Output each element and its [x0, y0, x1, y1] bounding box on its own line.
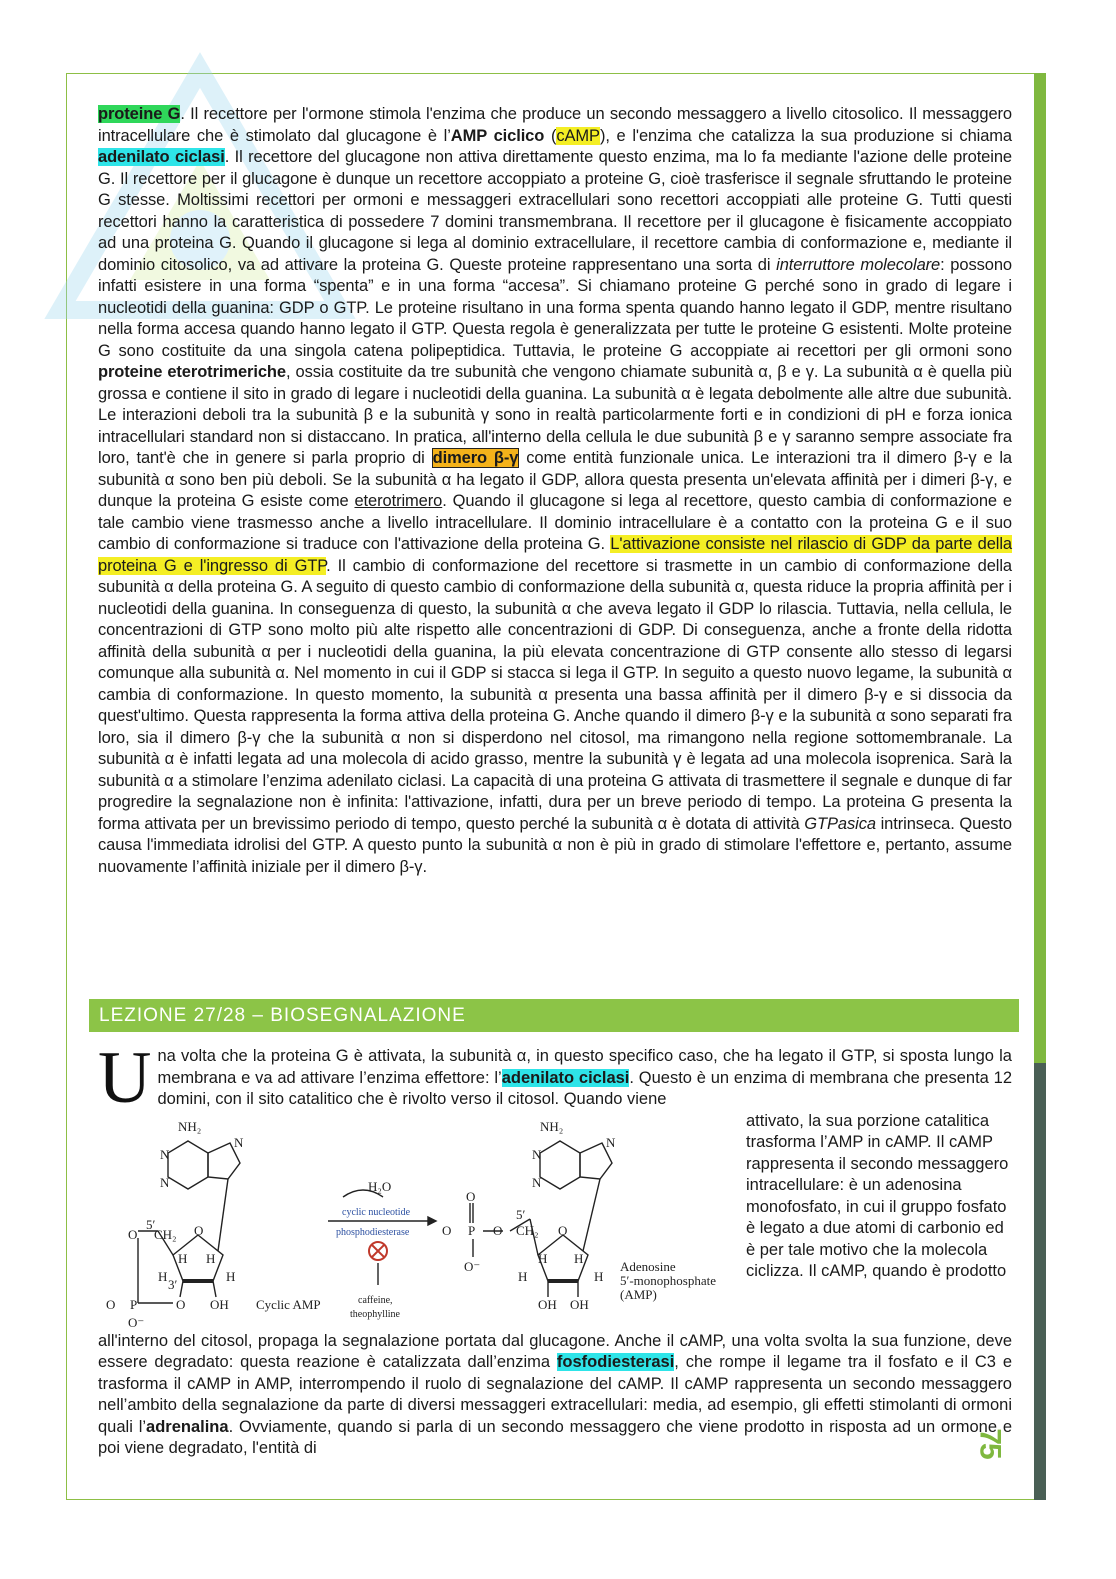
- svg-text:N: N: [160, 1174, 170, 1190]
- svg-text:H: H: [158, 1268, 168, 1284]
- svg-text:N: N: [606, 1134, 616, 1150]
- svg-text:H: H: [574, 1250, 584, 1266]
- svg-text:OH: OH: [210, 1296, 229, 1312]
- highlight-attivazione: L'attivazione consiste nel rilascio di GDP da parte della proteina G e l'ingresso di GTP: [98, 535, 1012, 575]
- term-adenilato-ciclasi-2: adenilato ciclasi: [501, 1068, 630, 1087]
- drop-cap: U: [98, 1037, 152, 1119]
- svg-text:P: P: [468, 1222, 476, 1238]
- svg-text:H: H: [538, 1250, 548, 1266]
- svg-text:O: O: [128, 1226, 138, 1242]
- svg-text:H: H: [594, 1268, 604, 1284]
- svg-text:P: P: [130, 1296, 138, 1312]
- side-bar-dark: [1034, 1063, 1046, 1500]
- svg-text:Adenosine: Adenosine: [620, 1258, 676, 1274]
- term-proteine-g: proteine G: [98, 105, 181, 123]
- svg-text:CH₂: CH₂: [516, 1222, 539, 1238]
- svg-text:5′: 5′: [516, 1206, 526, 1222]
- svg-text:(AMP): (AMP): [620, 1286, 657, 1302]
- side-bar-green: [1034, 73, 1046, 1063]
- svg-text:5′-monophosphate: 5′-monophosphate: [620, 1272, 716, 1288]
- section-header: LEZIONE 27/28 – BIOSEGNALAZIONE: [89, 999, 1019, 1032]
- svg-text:phosphodiesterase: phosphodiesterase: [336, 1226, 410, 1238]
- svg-text:NH₂: NH₂: [178, 1118, 202, 1134]
- svg-text:O: O: [194, 1222, 204, 1238]
- term-dimero: dimero β-γ: [432, 449, 519, 467]
- svg-text:O: O: [466, 1188, 476, 1204]
- svg-text:OH: OH: [538, 1296, 557, 1312]
- svg-text:N: N: [532, 1146, 542, 1162]
- svg-text:H: H: [518, 1268, 528, 1284]
- svg-text:O: O: [442, 1222, 452, 1238]
- svg-text:H: H: [178, 1250, 188, 1266]
- page-number: 75: [973, 1428, 1007, 1458]
- term-adenilato-ciclasi: adenilato ciclasi: [98, 148, 225, 166]
- body-text: proteine G. Il recettore per l'ormone stimola l'enzima che produce un secondo messaggero a livello citosolico. Il messaggero intracellulare che è stimolato dal glucagone è l’AMP ciclico (cAMP), e l'enzima che catalizza la sua produzione si chiama adenilato ciclasi. Il recettore del glucagone non attiva direttamente questo enzima, ma lo fa mediante l'azione delle proteine G. Il recettore per il glucagone è dunque un recettore accoppiato a proteine G, cioè trasferisce il segnale sfruttando le proteine G stesse. Moltissimi recettori per ormoni e messaggeri extracellulari sono recettori accoppiati alle proteine G. Tutti questi recettori hanno la caratteristica di possedere 7 domini transmembrana. Il recettore per il glucagone è fisicamente accoppiato ad una proteina G. Quando il glucagone si lega al dominio extracellulare, il recettore cambia di conformazione e, mediante il dominio citosolico, va ad attivare la proteina G. Queste proteine rappresentano una sorta di interruttore molecolare: possono infatti esistere in una forma “spenta” e in una forma “accesa”. Si chiamano proteine G perché sono in grado di legare i nucleotidi della guanina: GDP o GTP. Le proteine risultano in una forma spenta quando hanno legato il GDP, mentre risultano nella forma accesa quando hanno legato il GTP. Questa regola è generalizzata per tutte le proteine G esistenti. Molte proteine G sono costituite da una singola catena polipeptidica. Tuttavia, le proteine G accoppiate ai recettori per gli ormoni sono proteine eterotrimeriche, ossia costituite da tre subunità che vengono chiamate subunità α, β e γ. La subunità α è quella più grossa e contiene il sito in grado di legare i nucleotidi della guanina. La subunità α è legata debolmente alle altre due subunità. Le interazioni deboli tra la subunità β e la subunità γ sono in realtà particolarmente forti e in condizioni di pH e forza ionica intracellulari standard non si distaccano. In pratica, all'interno della cellula le due subunità β e γ saranno sempre associate fra loro, tant'è che in genere si parla proprio di dimero β-γ come entità funzionale unica. Le interazioni tra il dimero β-γ e la subunità α sono ben più deboli. Se la subunità α ha legato il GDP, allora questa presenta un'elevata affinità per i dimeri β-γ, e dunque la proteina G esiste come eterotrimero. Quando il glucagone si lega al recettore, questo cambia di conformazione e tale cambio viene trasmesso anche a livello intracellulare. Il dominio intracellulare è a contatto con la proteina G e il suo cambio di conformazione si traduce con l'attivazione della proteina G. L'attivazione consiste nel rilascio di GDP da parte della proteina G e l'ingresso di GTP. Il cambio di conformazione del recettore si trasmette in un cambio di conformazione della subunità α della proteina G. A seguito di questo cambio di conformazione della subunità α, questa riduce la propria affinità per i nucleotidi della guanina. In conseguenza di questo, la subunità α che aveva legato il GDP lo rilascia. Tuttavia, nella cellula, le concentrazioni di GTP sono molto più alte rispetto alle concentrazioni di GDP. Di conseguenza, anche a fronte della ridotta affinità della subunità α per i nucleotidi della guanina, la più elevata concentrazione di GTP consente allo stesso di legarsi comunque alla subunità α. Nel momento in cui il GDP si stacca si lega il GTP. In seguito a questo nuovo legame, la subunità α cambia di conformazione. In questo momento, la subunità α presenta una bassa affinità per il dimero β-γ e si dissocia da quest'ultimo. Questa rappresenta la forma attiva della proteina G. Anche quando il dimero β-γ e la subunità α sono separati fra loro, sia il dimero β-γ che la subunità α non si disperdono nel citosol, ma rimangono nella regione sottomembranale. La subunità α è infatti legata ad una molecola di acido grasso, mentre la subunità γ è legata ad una molecola isoprenica. Sarà la subunità α a stimolare l’enzima adenilato ciclasi. La capacità di una proteina G attivata di trasmettere il segnale e dunque di far progredire la segnalazione non è infinita: l'attivazione, infatti, dura per un breve periodo di tempo. La proteina G presenta la forma attivata per un brevissimo periodo di tempo, questo perché la subunità α è dotata di attività GTPasica intrinseca. Questo causa l'immediata idrolisi del GTP. A questo punto la subunità α non è più in grado di stimolare l'effettore e, pertanto, assume nuovamente l’affinità iniziale per il dimero β-γ.: [98, 105, 1013, 876]
- svg-text:theophylline: theophylline: [350, 1308, 400, 1320]
- term-fosfodiesterasi: fosfodiesterasi: [556, 1353, 675, 1371]
- svg-text:O: O: [493, 1222, 503, 1238]
- figure-row: [98, 1113, 1012, 1331]
- svg-text:NH₂: NH₂: [540, 1118, 564, 1134]
- svg-text:O: O: [106, 1296, 116, 1312]
- svg-text:O⁻: O⁻: [464, 1258, 481, 1274]
- svg-text:CH₂: CH₂: [154, 1226, 177, 1242]
- svg-text:O: O: [558, 1222, 568, 1238]
- svg-text:H₂O: H₂O: [368, 1178, 392, 1194]
- svg-text:H: H: [206, 1250, 216, 1266]
- figure-side-text: attivato, la sua porzione catalitica trasforma l’AMP in cAMP. Il cAMP rappresenta il secondo messaggero intracellulare: è un adenosina monofosfato, in cui il gruppo fosfato è legato a due atomi di carbonio ed è per tale motivo che la molecola ciclizza. Il cAMP, quando è prodotto: [746, 1111, 1009, 1280]
- svg-text:N: N: [532, 1174, 542, 1190]
- svg-text:5′: 5′: [146, 1216, 156, 1232]
- svg-text:N: N: [234, 1134, 244, 1150]
- svg-text:H: H: [226, 1268, 236, 1284]
- svg-text:O⁻: O⁻: [128, 1314, 145, 1330]
- svg-text:N: N: [160, 1146, 170, 1162]
- svg-text:3′: 3′: [168, 1276, 178, 1292]
- svg-text:caffeine,: caffeine,: [358, 1294, 393, 1306]
- camp-hydrolysis-figure: [98, 1113, 734, 1331]
- svg-text:cyclic nucleotide: cyclic nucleotide: [342, 1206, 411, 1218]
- svg-text:OH: OH: [570, 1296, 589, 1312]
- svg-text:Cyclic AMP: Cyclic AMP: [256, 1296, 321, 1312]
- lesson-text: Una volta che la proteina G è attivata, la subunità α, in questo specifico caso, che ha legato il GTP, si sposta lungo la membrana e va ad attivare l’enzima effettore: l’adenilato ciclasi. Questo è un enzima di membrana che presenta 12 domini, con il sito catalitico che è rivolto verso il citosol. Quando viene NH₂ N N N O O 5′ CH₂ H H H H 3′ O P O⁻ O OH Cyclic AMP H₂O NH₂ N N N O O P O⁻ O 5′ CH₂ O H H H H OH OH Adenosine 5′-monophosphate (AMP) cyclic nucleotide phosphodiesterase caffeine, theophylline attivato, la sua porzione catalitica trasforma l’AMP in cAMP. Il cAMP rappresenta il secondo messaggero intracellulare: è un adenosina monofosfato, in cui il gruppo fosfato è legato a due atomi di carbonio ed è per tale motivo che la molecola ciclizza. Il cAMP, quando è prodotto all'interno del citosol, propaga la segnalazione portata dal glucagone. Anche il cAMP, una volta svolta la sua funzione, deve essere degradato: questa reazione è catalizzata dall’enzima fosfodiesterasi, che rompe il legame tra il fosfato e il C3 e trasforma il cAMP in AMP, interrompendo il ruolo di segnalazione del cAMP. Il cAMP rappresenta un secondo messaggero nell’ambito della segnalazione da parte di diversi messaggeri extracellulari: media, ad esempio, gli effetti stimolanti di ormoni quali l’adrenalina. Ovviamente, quando si parla di un secondo messaggero che viene prodotto in risposta ad un ormone e poi viene degradato, l'entità di: [98, 1037, 1012, 1457]
- svg-text:O: O: [176, 1296, 186, 1312]
- term-camp: cAMP: [556, 126, 600, 145]
